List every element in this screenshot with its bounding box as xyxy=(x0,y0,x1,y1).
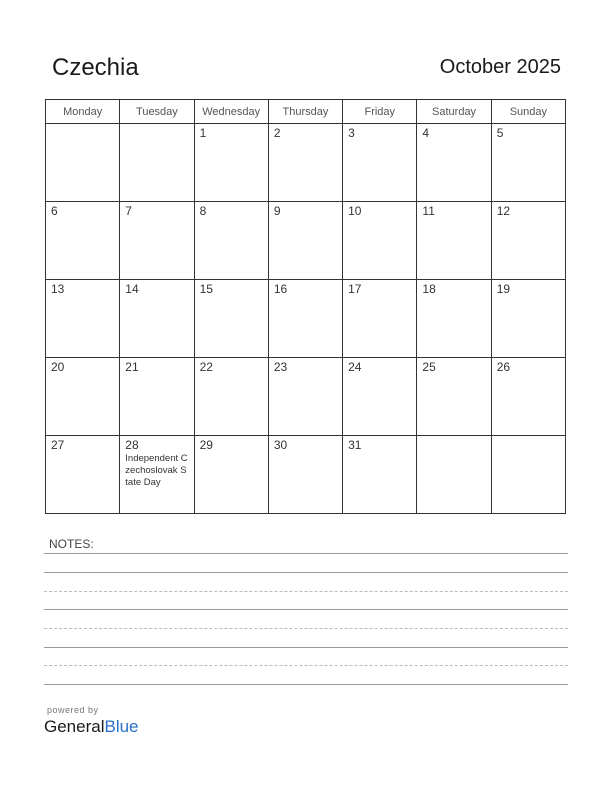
day-number: 28 xyxy=(125,438,139,452)
powered-by-text: powered by xyxy=(47,705,99,715)
brand-logo xyxy=(44,717,139,737)
day-number: 8 xyxy=(199,204,207,218)
day-number: 26 xyxy=(496,360,511,374)
calendar-day-cell xyxy=(120,280,194,358)
weekday-header: Friday xyxy=(343,100,417,124)
calendar-day-cell xyxy=(46,358,120,436)
notes-line xyxy=(44,572,568,573)
day-number: 14 xyxy=(125,282,139,296)
day-number: 27 xyxy=(51,438,65,452)
calendar-day-cell xyxy=(343,436,417,514)
calendar-day-cell xyxy=(491,358,565,436)
notes-line xyxy=(44,591,568,592)
holiday-event: Independent Czechoslovak State Day xyxy=(125,453,188,488)
day-number: 1 xyxy=(199,126,207,140)
day-number: 31 xyxy=(348,438,362,452)
calendar-day-cell xyxy=(417,202,491,280)
weekday-header: Wednesday xyxy=(194,100,268,124)
notes-line xyxy=(44,628,568,629)
calendar-day-cell xyxy=(194,358,268,436)
calendar-day-cell xyxy=(343,202,417,280)
calendar-month-title: October 2025 xyxy=(439,56,561,78)
weekday-header: Saturday xyxy=(417,100,491,124)
calendar-week-row xyxy=(46,202,566,280)
day-number: 16 xyxy=(273,282,288,296)
calendar-day-cell xyxy=(491,280,565,358)
calendar-day-cell xyxy=(343,280,417,358)
calendar-day-cell xyxy=(343,358,417,436)
brand-general: General xyxy=(44,717,105,736)
day-number: 23 xyxy=(273,360,288,374)
day-number: 3 xyxy=(348,126,355,140)
calendar-country-title: Czechia xyxy=(52,54,139,81)
notes-line xyxy=(44,553,568,554)
calendar-day-cell xyxy=(120,124,194,202)
calendar-day-cell xyxy=(417,124,491,202)
calendar-week-row xyxy=(46,436,566,514)
calendar-day-cell xyxy=(194,124,268,202)
calendar-day-cell xyxy=(417,436,491,514)
day-number: 30 xyxy=(273,438,288,452)
calendar-day-cell xyxy=(268,358,342,436)
day-number: 7 xyxy=(125,204,132,218)
day-number: 9 xyxy=(273,204,281,218)
calendar-week-row xyxy=(46,280,566,358)
calendar-day-cell xyxy=(491,124,565,202)
calendar-day-cell xyxy=(491,436,565,514)
day-number: 22 xyxy=(199,360,213,374)
calendar-week-row xyxy=(46,358,566,436)
calendar-day-cell xyxy=(120,436,194,514)
calendar-day-cell xyxy=(120,358,194,436)
brand-blue: Blue xyxy=(104,717,139,736)
day-number: 20 xyxy=(51,360,65,374)
calendar-day-cell xyxy=(194,280,268,358)
day-number: 11 xyxy=(422,204,435,218)
weekday-header: Tuesday xyxy=(120,100,194,124)
calendar-grid xyxy=(45,99,566,514)
calendar-day-cell xyxy=(120,202,194,280)
notes-label: NOTES: xyxy=(49,537,94,551)
day-number: 12 xyxy=(496,204,511,218)
day-number: 2 xyxy=(273,126,281,140)
weekday-header: Thursday xyxy=(268,100,342,124)
calendar-day-cell xyxy=(343,124,417,202)
weekday-header: Monday xyxy=(46,100,120,124)
calendar-day-cell xyxy=(268,202,342,280)
calendar-day-cell xyxy=(46,436,120,514)
calendar-day-cell xyxy=(417,358,491,436)
calendar-day-cell xyxy=(491,202,565,280)
day-number: 19 xyxy=(496,282,511,296)
day-number: 24 xyxy=(348,360,362,374)
calendar-day-cell xyxy=(417,280,491,358)
day-number: 6 xyxy=(51,204,58,218)
day-number: 5 xyxy=(496,126,504,140)
calendar-day-cell xyxy=(46,124,120,202)
day-number: 17 xyxy=(348,282,362,296)
calendar-day-cell xyxy=(194,436,268,514)
notes-line xyxy=(44,609,568,610)
notes-line xyxy=(44,647,568,648)
calendar-day-cell xyxy=(46,202,120,280)
weekday-header-row xyxy=(46,100,566,124)
notes-line xyxy=(44,665,568,666)
day-number: 15 xyxy=(199,282,213,296)
calendar-day-cell xyxy=(194,202,268,280)
day-number: 21 xyxy=(125,360,139,374)
notes-line xyxy=(44,684,568,685)
weekday-header: Sunday xyxy=(491,100,565,124)
day-number: 29 xyxy=(199,438,213,452)
calendar-day-cell xyxy=(268,124,342,202)
day-number: 10 xyxy=(348,204,362,218)
day-number: 25 xyxy=(422,360,436,374)
calendar-week-row xyxy=(46,124,566,202)
calendar-day-cell xyxy=(46,280,120,358)
calendar-day-cell xyxy=(268,436,342,514)
calendar-day-cell xyxy=(268,280,342,358)
day-number: 18 xyxy=(422,282,436,296)
day-number: 4 xyxy=(422,126,430,140)
day-number: 13 xyxy=(51,282,65,296)
